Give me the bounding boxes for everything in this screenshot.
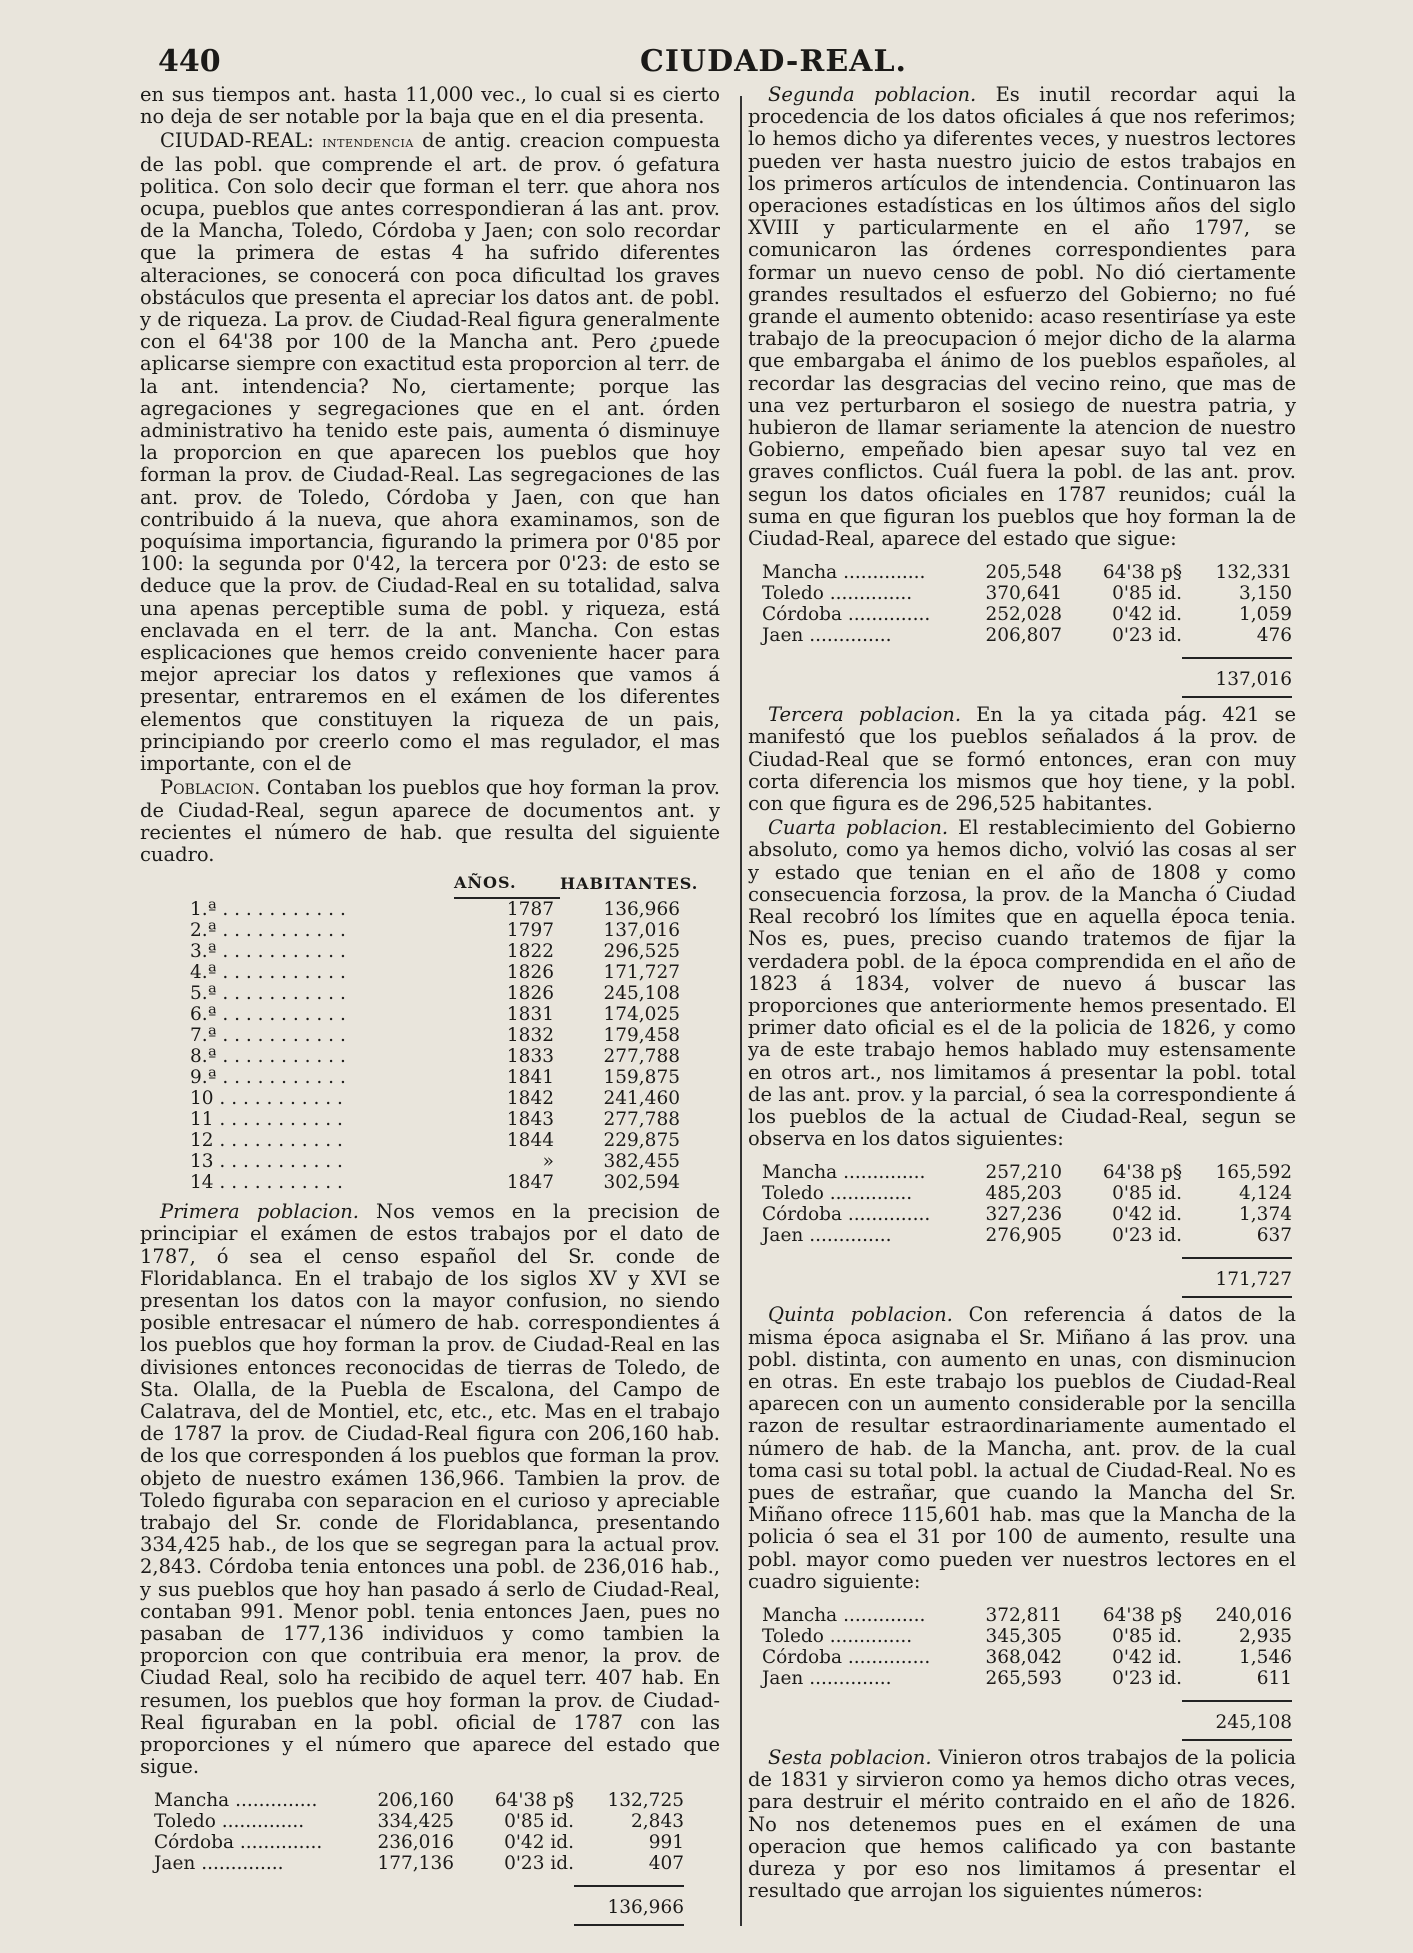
row-number: 11 . . . . . . . . . . . [190,1109,343,1131]
population-cell: 265,593 [985,1667,1062,1689]
table-row [762,1183,1292,1204]
table-row [762,1162,1292,1183]
province-table [762,1605,1292,1741]
population-cell: 370,641 [985,583,1062,605]
year-cell: 1832 [506,1025,554,1047]
year-cell: 1847 [506,1172,554,1194]
habitants-cell: 245,108 [603,983,680,1005]
paragraph-text: de antig. creacion compuesta de las pobl. que comprende el art. de prov. ó gefatura politica. Con solo decir que forman el terr. que ahora nos ocupa, pueblos que antes correspondieran á las ant. prov. de la Mancha, Toledo, Córdoba y Jaen; con solo recordar que la primera de estas 4 ha sufrido diferentes alteraciones, se conocerá con poca dificultad los graves obstáculos que presenta el apreciar los datos ant. de pobl. y de riqueza. La prov. de Ciudad-Real figura generalmente con el 64'38 por 100 de la Mancha ant. Pero ¿puede aplicarse siempre con exactitud esta proporcion al terr. de la ant. intendencia? No, ciertamente; porque las agregaciones y segregaciones que en el ant. órden administrativo ha tenido este pais, aumenta ó disminuye la proporcion en que aparecen los pueblos que hoy forman la prov. de Ciudad-Real. Las segregaciones de las ant. prov. de Toledo, Córdoba y Jaen, con que han contribuido á la nueva, que ahora examinamos, son de poquísima importancia, figurando la primera por 0'85 por 100: la segunda por 0'42, la tercera por 0'23: de esto se deduce que la prov. de Ciudad-Real en su totalidad, salva una apenas perceptible suma de pobl. y riqueza, está enclavada en el terr. de la ant. Mancha. Con estas esplicaciones que hemos creido conveniente hacer para mejor apreciar los datos y reflexiones que vamos á presentar, entraremos en el exámen de los diferentes elementos que constituyen la riqueza de un pais, principiando por creerlo como el mas regulador, el mas importante, con el de [140,129,721,776]
percentage-cell: 0'42 id. [1112,604,1182,626]
year-cell: 1843 [506,1109,554,1131]
habitants-cell: 241,460 [603,1088,680,1110]
table-row [762,1204,1292,1225]
paragraph-poblacion [140,777,720,866]
population-cell: 177,136 [377,1853,454,1875]
running-title: CIUDAD-REAL. [640,44,907,79]
dot-leader: . . . . . . . . . . . [216,962,346,984]
table-row [762,1225,1292,1246]
dot-leader: . . . . . . . . . . . [216,1067,346,1089]
paragraph-text: Nos vemos en la precision de principiar el exámen de estos trabajos por el dato de 1787, ó sea el censo español del Sr. conde de Floridablanca. En el trabajo de los siglos XV y XVI se presentan los datos con la mayor confusion, no siendo posible entresacar el número de hab. correspondientes á los pueblos que hoy forman la prov. de Ciudad-Real en las divisiones entonces reconocidas de tierras de Toledo, de Sta. Olalla, de la Puebla de Escalona, del Campo de Calatrava, del de Montiel, etc, etc., etc. Mas en el trabajo de 1787 la prov. de Ciudad-Real figura con 206,160 hab. de los que corresponden á los pueblos que forman la prov. objeto de nuestro exámen 136,966. Tambien la prov. de Toledo figuraba con separacion en el curioso y apreciable trabajo del Sr. conde de Floridablanca, presentando 334,425 hab., de los que se segregan para la actual prov. 2,843. Córdoba tenia entonces una pobl. de 236,016 hab., y sus pueblos que hoy han pasado á serlo de Ciudad-Real, contaban 991. Menor pobl. tenia entonces Jaen, pues no pasaban de 177,136 individuos y como tambien la proporcion con que contribuia era menor, la prov. de Ciudad Real, solo ha recibido de aquel terr. 407 hab. En resumen, los pueblos que hoy forman la prov. de Ciudad-Real figuraban en la pobl. oficial de 1787 con las proporciones y el número que aparece del estado que sigue. [140,1200,720,1779]
percentage-cell: 0'23 id. [1112,1667,1182,1689]
row-number: 7.ª . . . . . . . . . . . [190,1025,346,1047]
section-lead: Segunda poblacion. [768,83,977,106]
province-table [762,562,1292,698]
table-row [170,920,700,941]
table-row [762,1605,1292,1626]
percentage-cell: 0'85 id. [1112,1625,1182,1647]
row-number: 5.ª . . . . . . . . . . . [190,983,346,1005]
left-column [140,84,720,1932]
table-row [170,1109,700,1130]
paragraph-primera [140,1201,720,1778]
percentage-cell: 64'38 p§ [1102,1162,1182,1184]
percentage-cell: 0'23 id. [1112,625,1182,647]
table-row [170,941,700,962]
table-row [762,1647,1292,1668]
section-heading: Poblacion. [160,776,261,800]
row-number: 13 . . . . . . . . . . . [190,1151,343,1173]
province-name: Jaen .............. [762,625,892,647]
dot-leader: .............. [803,1225,892,1247]
partial-cell: 1,546 [1239,1646,1292,1668]
table-row [170,1088,700,1109]
percentage-cell: 64'38 p§ [1102,1604,1182,1626]
total-cell: 137,016 [1182,658,1292,697]
percentage-cell: 0'23 id. [504,1853,574,1875]
population-cell: 276,905 [985,1225,1062,1247]
province-name: Córdoba .............. [762,604,931,626]
habitants-cell: 179,458 [603,1025,680,1047]
table-row [170,1172,700,1193]
paragraph-tercera [748,704,1296,815]
table-row [170,983,700,1004]
table-row [170,1130,700,1151]
total-row [154,1886,684,1925]
partial-cell: 637 [1256,1225,1292,1247]
dot-leader: .............. [823,583,913,605]
habitants-cell: 296,525 [603,941,680,963]
habitants-cell: 136,966 [603,898,680,920]
partial-cell: 991 [648,1832,684,1854]
dot-leader: . . . . . . . . . . . [213,1088,343,1110]
year-cell: 1826 [506,983,554,1005]
paragraph: en sus tiempos ant. hasta 11,000 vec., lo cual si es cierto no deja de ser notable por la baja que en el dia presenta. [140,83,720,129]
partial-cell: 476 [1256,625,1292,647]
year-cell: 1787 [506,899,554,921]
year-cell: 1833 [506,1046,554,1068]
year-cell: » [542,1151,554,1173]
province-name: Toledo .............. [762,1625,913,1647]
province-name: Toledo .............. [154,1811,305,1833]
row-number: 3.ª . . . . . . . . . . . [190,941,346,963]
population-years-table [170,872,700,1193]
table-row [170,1025,700,1046]
row-number: 14 . . . . . . . . . . . [190,1172,343,1194]
section-lead: Tercera poblacion. [768,703,962,727]
section-lead: Primera poblacion. [160,1200,359,1224]
province-name: Córdoba .............. [762,1204,931,1226]
column-header-years: AÑOS. [454,872,560,898]
partial-cell: 1,059 [1239,604,1292,626]
paragraph-text: El restablecimiento del Gobierno absoluto, como ya hemos dicho, volvió las cosas al ser y estado que tenian en el año de 1808 y como consecuencia forzosa, la prov. de la Mancha ó Ciudad Real recobró los límites que en aquella época tenia. Nos es, pues, preciso cuando tratemos de fijar la verdadera pobl. de la época comprendida en el año de 1823 á 1834, volver de nuevo á buscar las proporciones que anteriormente hemos presentado. El primer dato oficial es el de la policia de 1826, y como ya de este trabajo hemos hablado muy estensamente en otros art., nos limitamos á presentar la pobl. total de las ant. prov. y la parcial, ó sea la correspondiente á los pueblos de la actual de Ciudad-Real, segun se observa en los datos siguientes: [748,816,1296,1151]
partial-cell: 3,150 [1239,583,1292,605]
section-subheading: intendencia [322,132,414,152]
section-lead: Quinta poblacion. [768,1303,953,1327]
dot-leader: .............. [837,1162,926,1184]
total-cell: 136,966 [574,1886,684,1925]
population-cell: 368,042 [985,1646,1062,1668]
population-cell: 334,425 [377,1811,454,1833]
partial-cell: 1,374 [1239,1204,1292,1226]
dot-leader: . . . . . . . . . . . [216,1046,346,1068]
province-name: Jaen .............. [154,1853,284,1875]
year-cell: 1844 [506,1130,554,1152]
dot-leader: .............. [803,625,892,647]
dot-leader: . . . . . . . . . . . [216,941,346,963]
dot-leader: .............. [842,1646,931,1668]
paragraph-text: Contaban los pueblos que hoy forman la prov. de Ciudad-Real, segun aparece de documentos ant. y recientes el número de hab. que resulta del siguiente cuadro. [140,776,720,866]
dot-leader: .............. [234,1832,323,1854]
year-cell: 1841 [506,1067,554,1089]
province-name: Jaen .............. [762,1225,892,1247]
paragraph-text: En la ya citada pág. 421 se manifestó que los pueblos señalados á la prov. de Ciudad-Real que se formó entonces, eran con muy corta diferencia los mismos que hoy tiene, y la pobl. con que figura es de 296,525 habitantes. [748,703,1296,816]
paragraph-quinta [748,1304,1296,1593]
province-name: Mancha .............. [762,1162,926,1184]
population-cell: 252,028 [985,604,1062,626]
partial-cell: 2,843 [631,1811,684,1833]
population-cell: 206,160 [377,1790,454,1812]
province-name: Jaen .............. [762,1667,892,1689]
section-heading: CIUDAD-REAL: [160,129,314,153]
row-number: 9.ª . . . . . . . . . . . [190,1067,346,1089]
dot-leader: .............. [215,1811,305,1833]
table-row [762,562,1292,583]
table-row [170,962,700,983]
province-name: Córdoba .............. [762,1646,931,1668]
dot-leader: . . . . . . . . . . . [216,1025,346,1047]
percentage-cell: 0'85 id. [1112,1183,1182,1205]
population-cell: 236,016 [377,1832,454,1854]
section-lead: Cuarta poblacion. [768,816,949,840]
habitants-cell: 277,788 [603,1046,680,1068]
paragraph-text: Es inutil recordar aqui la procedencia de los datos oficiales á que nos referimos; lo hemos dicho ya diferentes veces, y nuestros lectores pueden ver hasta nuestro juicio de estos trabajos en los primeros artículos de intendencia. Continuaron las operaciones estadísticas en los últimos años del siglo XVIII y particularmente en el año 1797, se comunicaron las órdenes correspondientes para formar un nuevo censo de pobl. No dió ciertamente grandes resultados el esfuerzo del Gobierno; no fué grande el aumento obtenido: acaso resentiríase ya este trabajo de la preocupacion ó mejor dicho de la alarma que embargaba el ánimo de los pueblos españoles, al recordar las desgracias del vecino reino, que mas de una vez perturbaron el sosiego de nuestra patria, y hubieron de llamar seriamente la atencion de nuestro Gobierno, empeñado bien apesar suyo tal vez en graves conflictos. Cuál fuera la pobl. de las ant. prov. segun los datos oficiales en 1787 reunidos; cuál la suma en que figuran los pueblos que hoy forman la de Ciudad-Real, aparece del estado que sigue: [748,83,1296,551]
row-number: 12 . . . . . . . . . . . [190,1130,343,1152]
table-row [170,898,700,920]
dot-leader: .............. [837,562,926,584]
dot-leader: .............. [803,1667,892,1689]
habitants-cell: 277,788 [603,1109,680,1131]
population-cell: 205,548 [985,562,1062,584]
dot-leader: . . . . . . . . . . . [216,983,346,1005]
habitants-cell: 302,594 [603,1172,680,1194]
row-number: 6.ª . . . . . . . . . . . [190,1004,346,1026]
dot-leader: . . . . . . . . . . . [213,1151,343,1173]
dot-leader: .............. [837,1604,926,1626]
percentage-cell: 0'42 id. [504,1832,574,1854]
row-number: 1.ª . . . . . . . . . . . [190,898,346,920]
partial-cell: 407 [648,1853,684,1875]
row-number: 10 . . . . . . . . . . . [190,1088,343,1110]
population-cell: 206,807 [985,625,1062,647]
habitants-cell: 159,875 [603,1067,680,1089]
table-row [154,1853,684,1874]
dot-leader: . . . . . . . . . . . [216,920,346,942]
column-header-habitants: HABITANTES. [560,873,699,893]
province-name: Toledo .............. [762,1183,913,1205]
paragraph-text: Vinieron otros trabajos de la policia de 1831 y sirvieron como ya hemos dicho otras veces, para destruir el mérito contraido en el año de 1826. No nos detenemos pues en el exámen de una operacion que hemos calificado ya con bastante dureza y por eso nos limitamos á presentar el resultado que arrojan los siguientes números: [748,1745,1296,1903]
table-row [762,604,1292,625]
province-name: Córdoba .............. [154,1832,323,1854]
province-name: Mancha .............. [762,1604,926,1626]
province-table [762,1162,1292,1298]
year-cell: 1826 [506,962,554,984]
table-row [170,1046,700,1067]
total-cell: 245,108 [1182,1701,1292,1740]
table-row [154,1790,684,1811]
province-table [154,1790,684,1926]
habitants-cell: 174,025 [603,1004,680,1026]
dot-leader: . . . . . . . . . . . [213,1130,343,1152]
year-cell: 1842 [506,1088,554,1110]
table-row [154,1811,684,1832]
habitants-cell: 137,016 [603,920,680,942]
percentage-cell: 0'42 id. [1112,1646,1182,1668]
partial-cell: 2,935 [1239,1625,1292,1647]
percentage-cell: 0'85 id. [1112,583,1182,605]
table-row [170,1067,700,1088]
habitants-cell: 382,455 [603,1151,680,1173]
right-column [748,84,1296,1904]
table-row [762,583,1292,604]
dot-leader: .............. [842,1204,931,1226]
percentage-cell: 0'42 id. [1112,1204,1182,1226]
section-lead: Sesta poblacion. [768,1745,932,1769]
province-name: Mancha .............. [762,562,926,584]
paragraph-text: Con referencia á datos de la misma época asignaba el Sr. Miñano á las prov. una pobl. distinta, con aumento en unas, con disminucion en otras. En este trabajo los pueblos de Ciudad-Real aparecen con un aumento considerable por la sencilla razon de resultar estraordinariamente aumentado el número de hab. de la Mancha, ant. prov. de la cual toma casi su total pobl. la actual de Ciudad-Real. No es pues de estrañar, que cuando la Mancha del Sr. Miñano ofrece 115,601 hab. mas que la Mancha de la policia ó sea el 31 por 100 de aumento, resulte una pobl. mayor como pueden ver nuestros lectores en el cuadro siguiente: [748,1303,1296,1593]
population-cell: 257,210 [985,1162,1062,1184]
percentage-cell: 64'38 p§ [494,1790,574,1812]
dot-leader: .............. [195,1853,284,1875]
percentage-cell: 64'38 p§ [1102,562,1182,584]
paragraph-segunda [748,84,1296,550]
population-cell: 372,811 [985,1604,1062,1626]
dot-leader: . . . . . . . . . . . [213,1109,343,1131]
table-row [170,1151,700,1172]
year-cell: 1797 [506,920,554,942]
row-number: 2.ª . . . . . . . . . . . [190,920,346,942]
dot-leader: . . . . . . . . . . . [216,898,346,920]
paragraph-intendencia [140,130,720,775]
dot-leader: .............. [823,1183,913,1205]
total-row [762,1701,1292,1740]
habitants-cell: 171,727 [603,962,680,984]
partial-cell: 132,331 [1215,562,1292,584]
population-cell: 327,236 [985,1204,1062,1226]
total-row [762,1258,1292,1297]
dot-leader: . . . . . . . . . . . [216,1004,346,1026]
population-cell: 345,305 [985,1625,1062,1647]
partial-cell: 165,592 [1215,1162,1292,1184]
row-number: 8.ª . . . . . . . . . . . [190,1046,346,1068]
year-cell: 1831 [506,1004,554,1026]
year-cell: 1822 [506,941,554,963]
total-row [762,658,1292,697]
percentage-cell: 0'23 id. [1112,1225,1182,1247]
percentage-cell: 0'85 id. [504,1811,574,1833]
partial-cell: 611 [1256,1667,1292,1689]
dot-leader: .............. [229,1790,318,1812]
paragraph-cuarta [748,817,1296,1150]
table-row [762,1668,1292,1689]
dot-leader: .............. [842,604,931,626]
province-name: Mancha .............. [154,1790,318,1812]
dot-leader: .............. [823,1625,913,1647]
province-name: Toledo .............. [762,583,913,605]
paragraph-sesta [748,1747,1296,1902]
table-row [762,625,1292,646]
partial-cell: 240,016 [1215,1604,1292,1626]
habitants-cell: 229,875 [603,1130,680,1152]
row-number: 4.ª . . . . . . . . . . . [190,962,346,984]
total-cell: 171,727 [1182,1258,1292,1297]
column-divider [740,96,742,1926]
table-row [170,1004,700,1025]
partial-cell: 4,124 [1239,1183,1292,1205]
table-row [154,1832,684,1853]
partial-cell: 132,725 [607,1790,684,1812]
population-cell: 485,203 [985,1183,1062,1205]
dot-leader: . . . . . . . . . . . [213,1172,343,1194]
table-row [762,1626,1292,1647]
page-number: 440 [158,44,221,79]
